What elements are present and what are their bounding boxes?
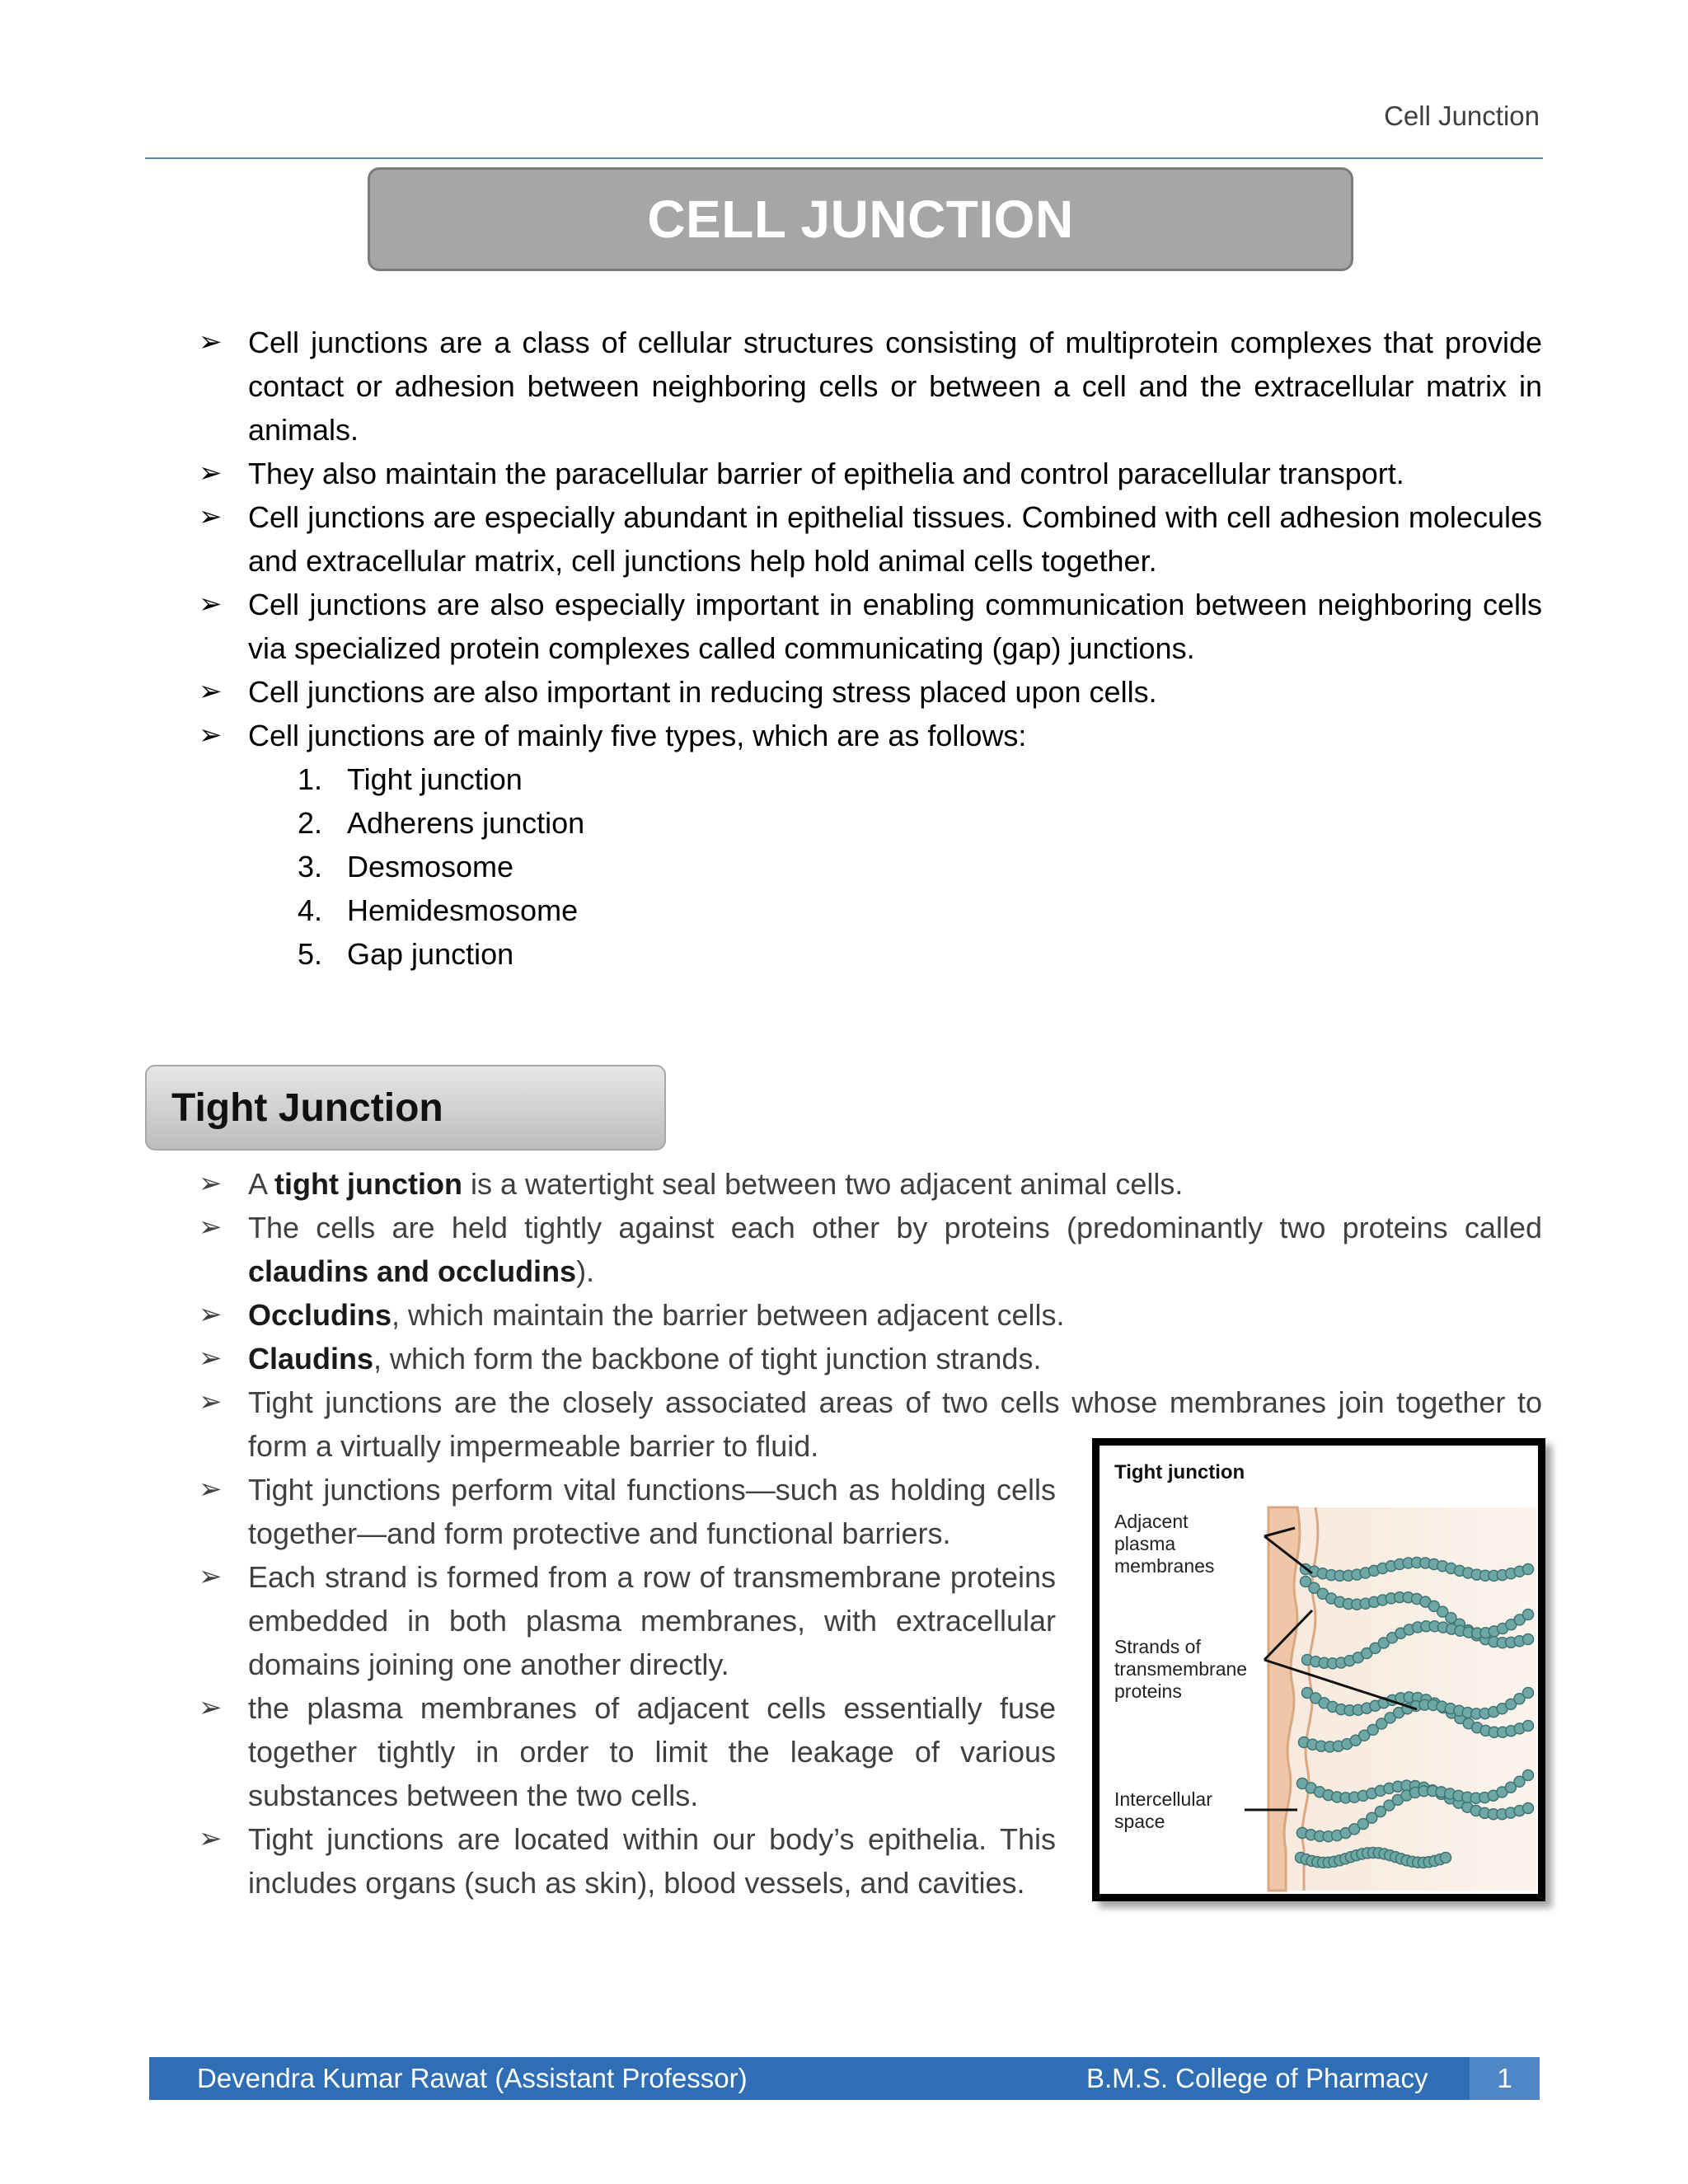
arrow-bullet-icon: ➢: [199, 1386, 223, 1418]
tight-junction-figure: [1092, 1438, 1545, 1901]
arrow-bullet-icon: ➢: [199, 1212, 223, 1243]
intro-bullet-list: [199, 321, 1542, 757]
junction-types-list: [248, 757, 1542, 976]
list-item: ➢ Cell junctions are especially abundant in epithelial tissues. Combined with cell adhesion molecules and extracellular matrix, cell junctions help hold animal cells together.: [248, 495, 1542, 583]
list-item: ➢ Cell junctions are a class of cellular structures consisting of multiprotein complexes that provide contact or adhesion between neighboring cells or between a cell and the extracellular matrix in animals.: [248, 321, 1542, 452]
section-heading-box: [145, 1065, 666, 1151]
arrow-bullet-icon: ➢: [199, 1299, 223, 1330]
list-item: ➢ Claudins, which form the backbone of tight junction strands.: [248, 1337, 1542, 1380]
title-banner: [368, 167, 1353, 271]
list-item: ➢ Cell junctions are also especially important in enabling communication between neighboring cells via specialized protein complexes called communicating (gap) junctions.: [248, 583, 1542, 670]
arrow-bullet-icon: ➢: [199, 1343, 223, 1374]
header-rule: [145, 157, 1543, 159]
page-number: 1: [1470, 2057, 1540, 2100]
list-item: ➢ Cell junctions are also important in reducing stress placed upon cells.: [248, 670, 1542, 714]
arrow-bullet-icon: ➢: [199, 1561, 223, 1592]
junction-type-item: 2. Adherens junction: [298, 806, 585, 840]
junction-type-item: 5. Gap junction: [298, 937, 514, 971]
junction-type-item: 3. Desmosome: [298, 850, 514, 883]
list-item: ➢ Tight junctions perform vital functions—such as holding cells together—and form protective and functional barriers.: [248, 1468, 1056, 1555]
protein-bead: [1523, 1564, 1534, 1575]
arrow-bullet-icon: ➢: [199, 719, 223, 751]
list-item: ➢ Tight junctions are located within our body’s epithelia. This includes organs (such as skin), blood vessels, and cavities.: [248, 1817, 1056, 1905]
figure-title: Tight junction: [1114, 1461, 1245, 1483]
footer-college: B.M.S. College of Pharmacy: [1086, 2063, 1428, 2093]
arrow-bullet-icon: ➢: [199, 588, 223, 620]
intro-section: [199, 321, 1542, 976]
label-membranes: Adjacent plasma membranes: [1114, 1511, 1215, 1577]
list-item: ➢ Tight junctions are the closely associated areas of two cells whose membranes join together to form a virtually impermeable barrier to fluid.: [248, 1380, 1542, 1468]
protein-bead: [1523, 1688, 1534, 1699]
protein-bead: [1523, 1803, 1534, 1814]
arrow-bullet-icon: ➢: [199, 1692, 223, 1723]
label-space: Intercellular space: [1114, 1788, 1212, 1832]
protein-bead: [1523, 1721, 1534, 1732]
arrow-bullet-icon: ➢: [199, 326, 223, 358]
section-heading: Tight Junction: [171, 1085, 443, 1130]
junction-type-item: 1. Tight junction: [298, 762, 523, 796]
protein-bead: [1523, 1770, 1534, 1781]
arrow-bullet-icon: ➢: [199, 676, 223, 707]
page-footer: [149, 2057, 1540, 2100]
arrow-bullet-icon: ➢: [199, 1474, 223, 1505]
protein-bead: [1523, 1610, 1534, 1620]
list-item: ➢ the plasma membranes of adjacent cells essentially fuse together tightly in order to limit the leakage of various substances between the two cells.: [248, 1686, 1056, 1817]
list-item: ➢ They also maintain the paracellular barrier of epithelia and control paracellular transport.: [248, 452, 1542, 495]
page-title: CELL JUNCTION: [647, 190, 1074, 249]
arrow-bullet-icon: ➢: [199, 501, 223, 532]
footer-author: Devendra Kumar Rawat (Assistant Professor): [197, 2063, 748, 2093]
tight-junction-bullets: [199, 1162, 1542, 1468]
list-item: ➢ The cells are held tightly against each other by proteins (predominantly two proteins called claudins and occludins).: [248, 1206, 1542, 1293]
arrow-bullet-icon: ➢: [199, 457, 223, 489]
label-strands: Strands of transmembrane proteins: [1114, 1636, 1248, 1702]
list-item: ➢ Cell junctions are of mainly five types, which are as follows:: [248, 714, 1542, 757]
list-item: ➢ Occludins, which maintain the barrier between adjacent cells.: [248, 1293, 1542, 1337]
protein-bead: [1523, 1634, 1534, 1645]
tight-junction-diagram: [1100, 1446, 1538, 1894]
list-item: ➢ Each strand is formed from a row of transmembrane proteins embedded in both plasma membranes, with extracellular domains joining one another directly.: [248, 1555, 1056, 1686]
arrow-bullet-icon: ➢: [199, 1823, 223, 1854]
protein-bead: [1441, 1853, 1451, 1863]
list-item: ➢ A tight junction is a watertight seal between two adjacent animal cells.: [248, 1162, 1542, 1206]
running-header: Cell Junction: [1384, 101, 1540, 131]
tight-junction-bullets-narrow: [199, 1468, 1056, 1905]
junction-type-item: 4. Hemidesmosome: [298, 893, 579, 927]
arrow-bullet-icon: ➢: [199, 1168, 223, 1199]
